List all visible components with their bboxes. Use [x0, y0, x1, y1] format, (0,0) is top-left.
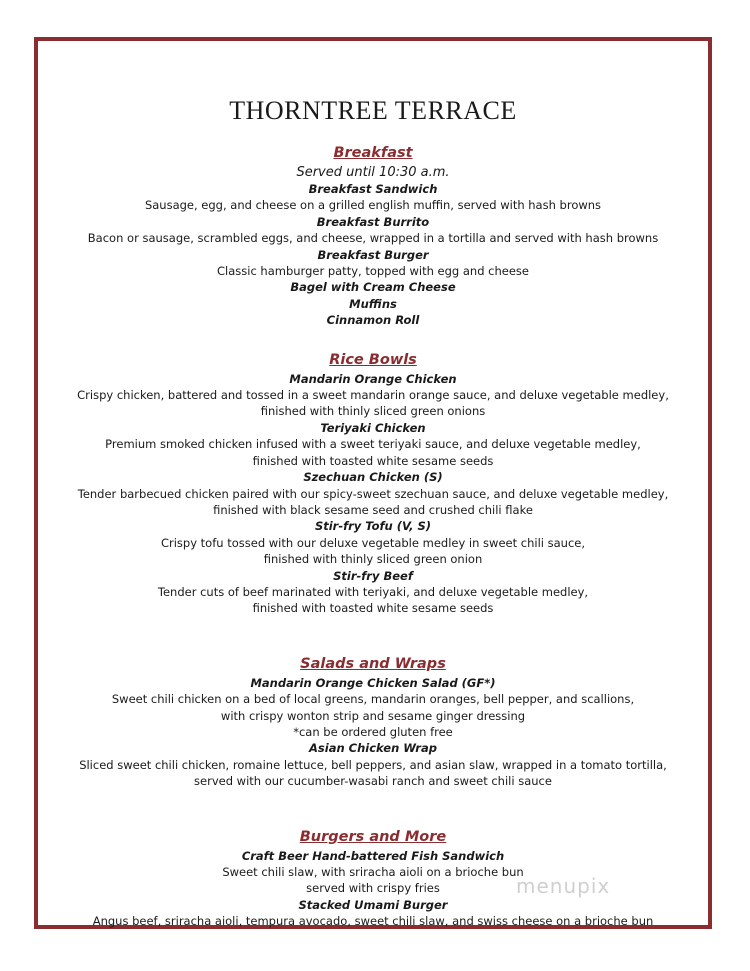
item-desc: Sausage, egg, and cheese on a grilled english muffin, served with hash browns	[144, 198, 602, 213]
item-desc: Sweet chili chicken on a bed of local greens, mandarin oranges, bell pepper, and scallions,	[111, 692, 635, 707]
item-desc: Bacon or sausage, scrambled eggs, and cheese, wrapped in a tortilla and served with hash browns	[87, 231, 659, 246]
item-name: Cinnamon Roll	[326, 313, 420, 328]
item-name: Szechuan Chicken (S)	[303, 470, 443, 485]
item-name: Mandarin Orange Chicken	[289, 371, 457, 386]
section-heading-rice-bowls: Rice Bowls	[329, 351, 417, 368]
item-name: Asian Chicken Wrap	[309, 741, 437, 756]
item-desc: finished with thinly sliced green onion	[263, 552, 483, 567]
item-desc: served with crispy fries	[306, 881, 440, 896]
item-name: Stir-fry Tofu (V, S)	[314, 519, 432, 534]
menu-content	[38, 41, 708, 930]
item-name: Breakfast Burger	[317, 247, 429, 262]
section-heading-salads-wraps: Salads and Wraps	[300, 655, 446, 672]
item-name: Stacked Umami Burger	[298, 897, 448, 912]
item-desc: Angus beef, sriracha aioli, tempura avocado, sweet chili slaw, and swiss cheese on a brioche bun	[92, 914, 654, 929]
item-name: Teriyaki Chicken	[320, 420, 426, 435]
section-breakfast	[38, 142, 708, 329]
item-desc: Tender cuts of beef marinated with teriyaki, and deluxe vegetable medley,	[157, 584, 589, 599]
item-name: Craft Beer Hand-battered Fish Sandwich	[241, 848, 505, 863]
item-desc: Crispy chicken, battered and tossed in a sweet mandarin orange sauce, and deluxe vegetable medley,	[77, 388, 669, 403]
item-desc: finished with black sesame seed and crushed chili flake	[213, 502, 533, 517]
item-note: *can be ordered gluten free	[293, 724, 453, 739]
section-salads-wraps	[38, 653, 708, 790]
item-desc: finished with toasted white sesame seeds	[252, 453, 494, 468]
item-name: Muffins	[349, 296, 397, 311]
item-desc: Tender barbecued chicken paired with our spicy-sweet szechuan sauce, and deluxe vegetable medley,	[77, 486, 669, 501]
item-desc: with crispy wonton strip and sesame ginger dressing	[220, 708, 526, 723]
item-name: Breakfast Sandwich	[308, 182, 438, 196]
item-name: Breakfast Burrito	[316, 214, 430, 229]
item-name: Bagel with Cream Cheese	[290, 280, 456, 295]
restaurant-title: THORNTREE TERRACE	[229, 96, 517, 125]
section-heading-burgers-more: Burgers and More	[299, 828, 447, 845]
item-desc: finished with toasted white sesame seeds	[252, 601, 494, 616]
item-desc: finished with thinly sliced green onions	[260, 404, 486, 419]
section-rice-bowls	[38, 349, 708, 617]
item-desc: Sliced sweet chili chicken, romaine lettuce, bell peppers, and asian slaw, wrapped in a tomato tortilla,	[79, 757, 667, 772]
menupix-watermark: menupix	[516, 874, 611, 898]
item-desc: Sweet chili slaw, with sriracha aioli on a brioche bun	[222, 865, 524, 879]
served-until: Served until 10:30 a.m.	[296, 165, 450, 180]
item-desc: Classic hamburger patty, topped with egg and cheese	[217, 264, 529, 279]
item-desc: Premium smoked chicken infused with a sweet teriyaki sauce, and deluxe vegetable medley,	[105, 437, 641, 452]
section-heading-breakfast: Breakfast	[333, 145, 413, 161]
item-desc: served with our cucumber-wasabi ranch and sweet chili sauce	[194, 774, 552, 789]
item-name: Mandarin Orange Chicken Salad (GF*)	[250, 675, 496, 690]
item-desc: Crispy tofu tossed with our deluxe vegetable medley in sweet chili sauce,	[160, 535, 586, 550]
item-name: Stir-fry Beef	[333, 568, 413, 583]
